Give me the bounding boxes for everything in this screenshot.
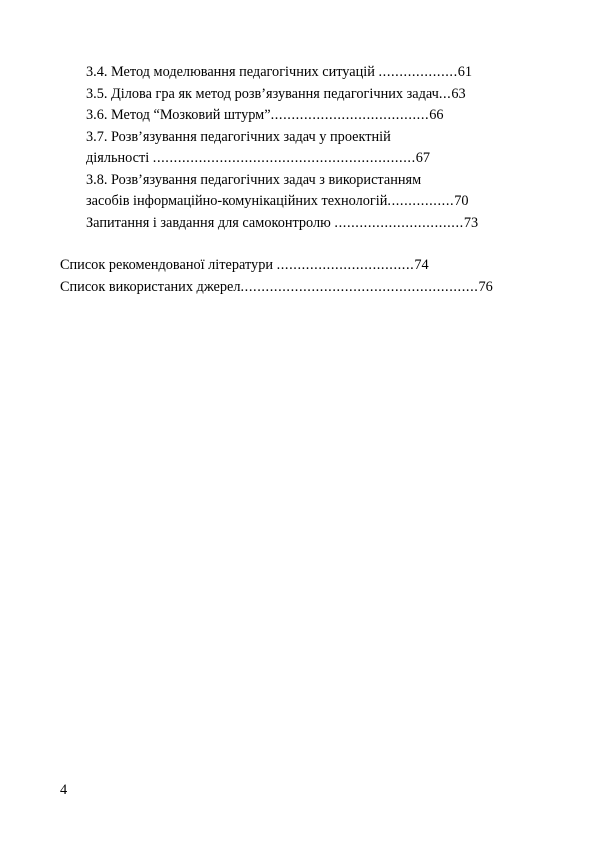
toc-leader-dots: .........................................................: [240, 278, 479, 295]
toc-entry-page: 73: [463, 214, 479, 231]
toc-entry-label: діяльності: [86, 150, 153, 166]
toc-leader-dots: ...............................: [334, 214, 464, 231]
toc-section-back-matter: [60, 255, 508, 298]
toc-entry-label: засобів інформаційно-комунікаційних технологій: [86, 193, 388, 209]
toc-leader-dots: ...................: [378, 64, 458, 80]
toc-entry-page: 74: [414, 257, 429, 273]
toc-entry-label: Запитання і завдання для самоконтролю: [86, 214, 335, 231]
toc-entry: [60, 255, 508, 277]
toc-entry: [60, 84, 508, 106]
toc-entry: [60, 277, 508, 299]
toc-entry: [60, 213, 508, 235]
toc-entry: [60, 62, 508, 84]
toc-entry-label: 3.6. Метод “Мозковий штурм”: [86, 107, 271, 123]
toc-entry-label: Список використаних джерел: [60, 278, 241, 295]
toc-entry: [60, 105, 508, 127]
toc-leader-dots: .................................: [276, 257, 415, 273]
toc-entry-page: 67: [415, 150, 431, 166]
toc-leader-dots: ...: [438, 85, 452, 102]
toc-section-chapter3: [60, 62, 508, 234]
table-of-contents: [60, 62, 508, 298]
toc-entry-label: Список рекомендованої літератури: [60, 257, 277, 273]
toc-entry-page: 66: [429, 107, 444, 123]
toc-entry-label: 3.4. Метод моделювання педагогічних ситуацій: [86, 64, 379, 80]
toc-entry-page: 61: [457, 64, 473, 80]
toc-entry: [60, 170, 508, 213]
toc-entry-page: 70: [454, 193, 469, 209]
toc-entry-page: 63: [451, 85, 466, 102]
toc-entry: [60, 127, 508, 170]
toc-entry-label-line1: 3.8. Розв’язування педагогічних задач з використанням: [86, 171, 422, 188]
toc-entry-label: 3.5. Ділова гра як метод розв’язування педагогічних задач: [86, 85, 439, 102]
toc-leader-dots: ......................................: [270, 107, 430, 123]
toc-leader-dots: ................: [387, 193, 455, 209]
toc-entry-page: 76: [478, 278, 493, 295]
toc-leader-dots: ...............................................................: [152, 150, 416, 166]
page-number: 4: [60, 782, 68, 798]
toc-section-divider: [60, 234, 508, 255]
toc-entry-label-line1: 3.7. Розв’язування педагогічних задач у проектній: [86, 128, 391, 145]
